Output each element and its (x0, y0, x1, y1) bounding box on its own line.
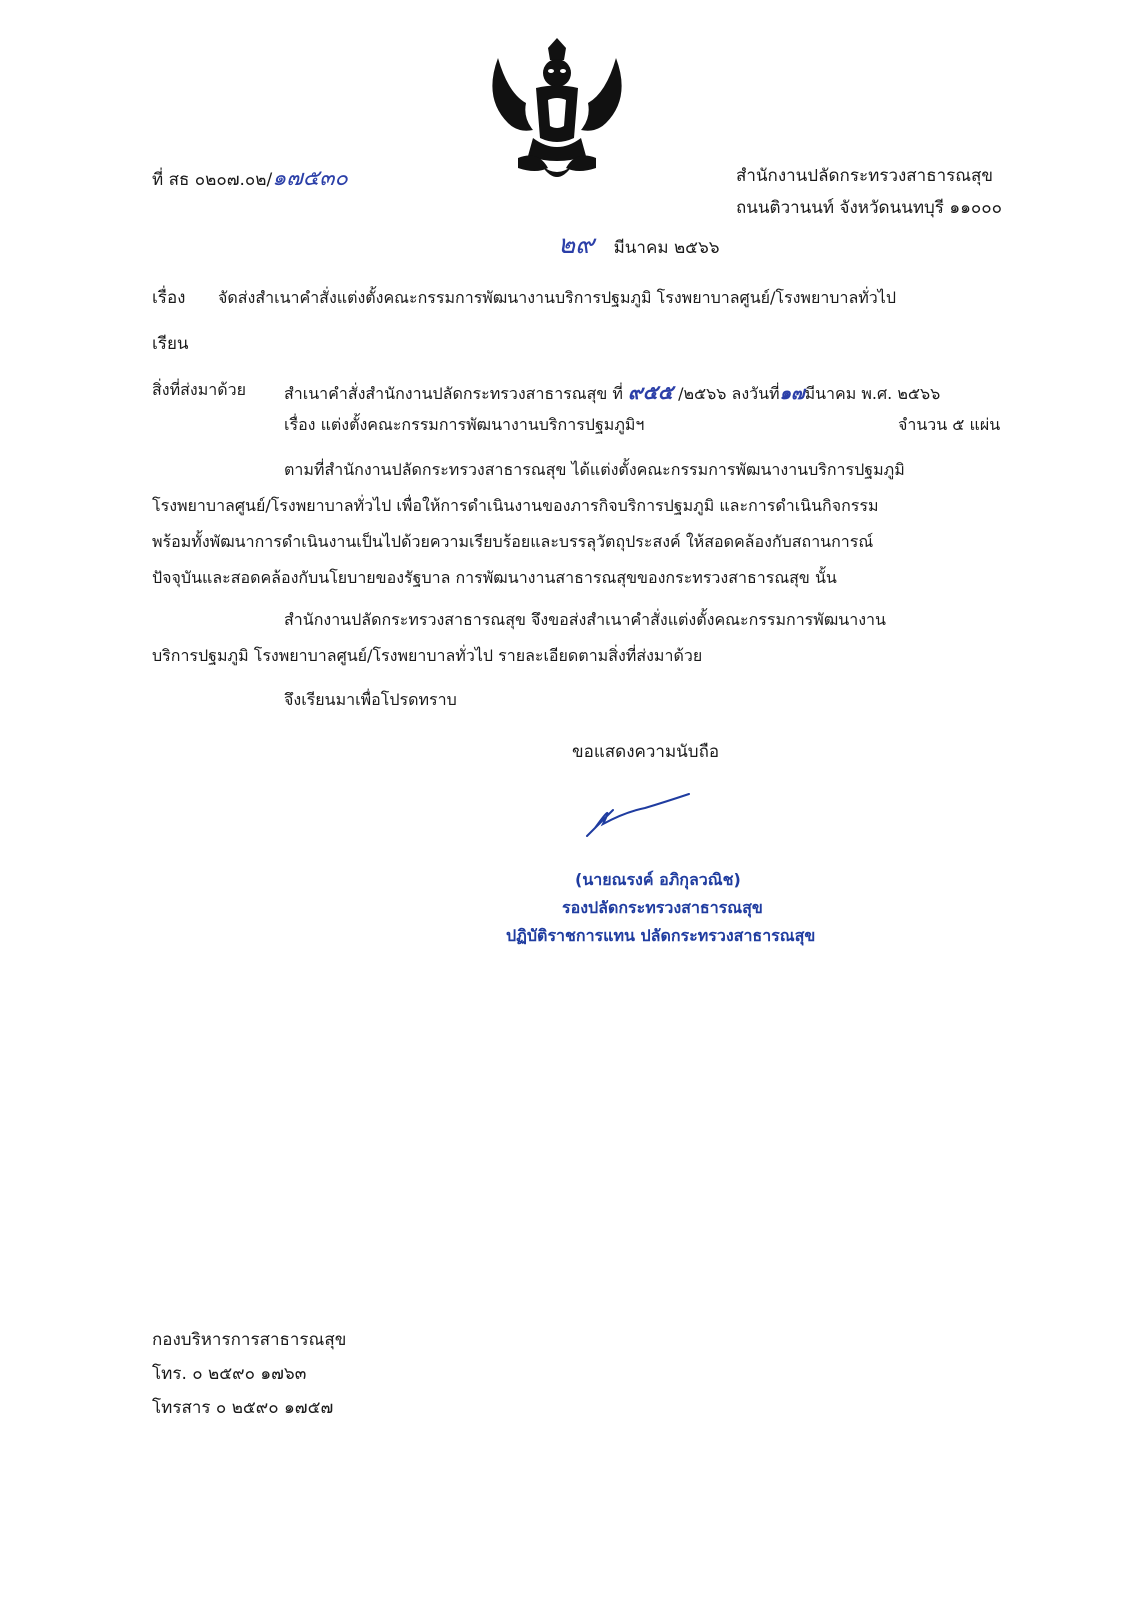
signer-name: (นายณรงค์ อภิกุลวณิช) (575, 870, 741, 889)
subject-label: เรื่อง (152, 288, 186, 308)
body-para1-line2: โรงพยาบาลศูนย์/โรงพยาบาลทั่วไป เพื่อให้การดำเนินงานของภารกิจบริการปฐมภูมิ และการดำเนินกิจกรรม (152, 496, 879, 515)
signer-acting: ปฏิบัติราชการแทน ปลัดกระทรวงสาธารณสุข (506, 926, 816, 945)
body-para1-line4: ปัจจุบันและสอดคล้องกับนโยบายของรัฐบาล การพัฒนางานสาธารณสุขของกระทรวงสาธารณสุข นั้น (152, 568, 837, 587)
enclosure-count: จำนวน ๕ แผ่น (898, 415, 1001, 434)
body-para2-line1: สำนักงานปลัดกระทรวงสาธารณสุข จึงขอส่งสำเนาคำสั่งแต่งตั้งคณะกรรมการพัฒนางาน (284, 610, 886, 629)
closing-respect: ขอแสดงความนับถือ (572, 742, 720, 762)
body-para1-line3: พร้อมทั้งพัฒนาการดำเนินงานเป็นไปด้วยความเรียบร้อยและบรรลุวัตถุประสงค์ ให้สอดคล้องกับสถานการณ์ (152, 532, 874, 551)
enclosure-line-1 (284, 380, 940, 405)
footer-fax: โทรสาร ๐ ๒๕๙๐ ๑๗๕๗ (152, 1398, 334, 1418)
enclosure-line-2: เรื่อง แต่งตั้งคณะกรรมการพัฒนางานบริการปฐมภูมิฯ (284, 415, 645, 434)
signature (585, 790, 695, 840)
office-name: สำนักงานปลัดกระทรวงสาธารณสุข (736, 166, 994, 186)
footer-department: กองบริหารการสาธารณสุข (152, 1330, 347, 1350)
signer-title: รองปลัดกระทรวงสาธารณสุข (562, 898, 763, 917)
salutation-label: เรียน (152, 334, 189, 354)
office-address: ถนนติวานนท์ จังหวัดนนทบุรี ๑๑๐๐๐ (736, 198, 1003, 218)
order-day-handwritten: ๑๗ (779, 383, 805, 404)
enclosure-text-c: มีนาคม พ.ศ. ๒๕๖๖ (804, 384, 941, 403)
reference-number-handwritten: ๑๗๕๓๐ (272, 166, 348, 191)
body-para3: จึงเรียนมาเพื่อโปรดทราบ (284, 690, 457, 709)
order-number-handwritten: ๙๕๕ (628, 380, 673, 404)
date-month-year: มีนาคม ๒๕๖๖ (613, 238, 720, 258)
reference-number (152, 166, 348, 192)
body-para2-line2: บริการปฐมภูมิ โรงพยาบาลศูนย์/โรงพยาบาลทั่วไป รายละเอียดตามสิ่งที่ส่งมาด้วย (152, 646, 703, 665)
subject-text: จัดส่งสำเนาคำสั่งแต่งตั้งคณะกรรมการพัฒนางานบริการปฐมภูมิ โรงพยาบาลศูนย์/โรงพยาบาลทั่วไป (218, 288, 896, 307)
date-day-handwritten: ๒๙ (558, 230, 595, 260)
enclosure-text-b: /๒๕๖๖ ลงวันที่ (678, 384, 780, 403)
enclosure-label: สิ่งที่ส่งมาด้วย (152, 380, 246, 399)
reference-prefix: ที่ สธ ๐๒๐๗.๐๒/ (152, 170, 273, 190)
footer-phone: โทร. ๐ ๒๕๙๐ ๑๗๖๓ (152, 1364, 307, 1384)
body-para1-line1: ตามที่สำนักงานปลัดกระทรวงสาธารณสุข ได้แต่งตั้งคณะกรรมการพัฒนางานบริการปฐมภูมิ (284, 460, 905, 479)
letter-date (558, 230, 720, 261)
garuda-emblem-icon (478, 38, 636, 188)
enclosure-text-a: สำเนาคำสั่งสำนักงานปลัดกระทรวงสาธารณสุข ที่ (284, 384, 623, 403)
